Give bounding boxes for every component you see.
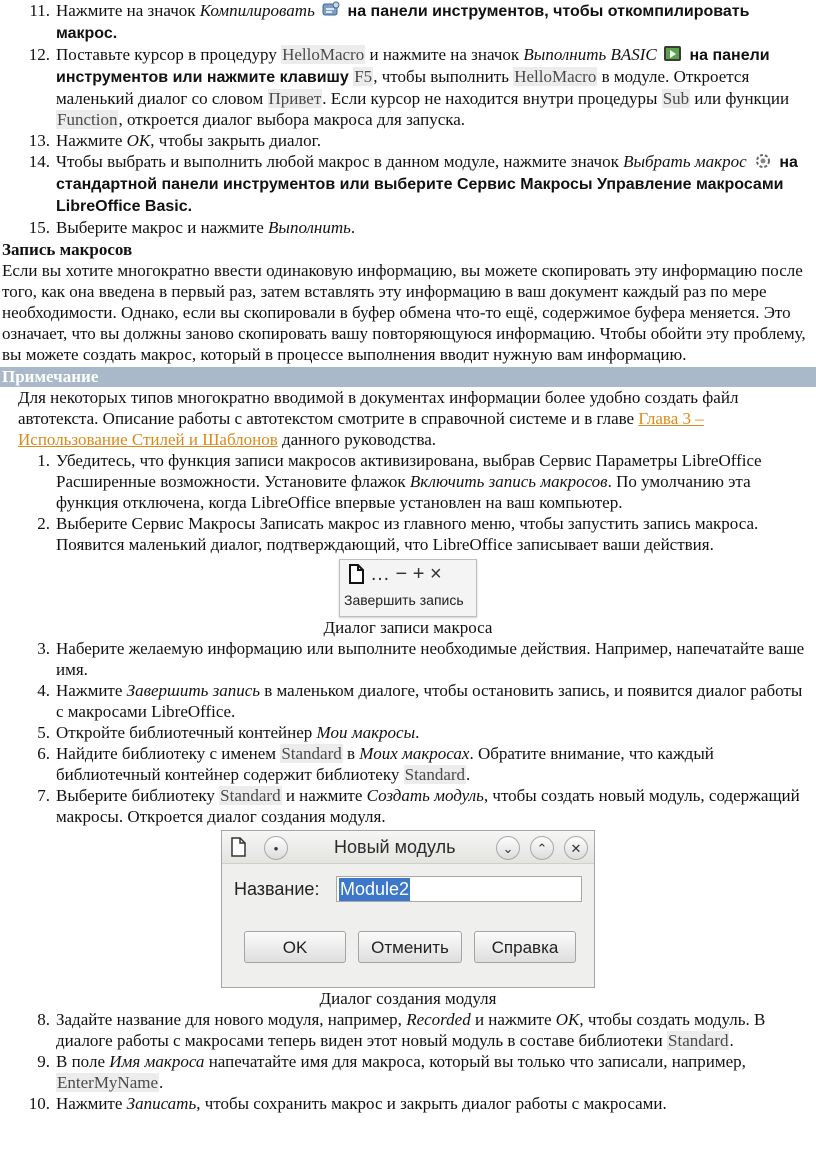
minimize-icon[interactable]: ⌄ <box>496 836 520 860</box>
list-item: 12. Поставьте курсор в процедуру HelloMacro и нажмите на значок Выполнить BASIC на панели инструментов или нажмите клавишу F5, чтобы выполнить HelloMacro в модуле. Откроется маленький диалог со словом Привет. Если курсор не находится внутри процедуры Sub или функции Function, откроется диалог выбора макроса для запуска. <box>0 44 816 130</box>
list-number: 11. <box>29 1 50 20</box>
module-name-value: Module2 <box>340 878 410 899</box>
figure-caption: Диалог создания модуля <box>319 989 497 1008</box>
list-number: 3. <box>37 639 50 658</box>
list-item: 4. Нажмите Завершить запись в маленьком диалоге, чтобы остановить запись, и появится диалог работы с макросами LibreOffice. <box>0 680 816 722</box>
window-controls[interactable]: … − + × <box>370 562 442 585</box>
maximize-icon[interactable]: ⌃ <box>530 836 554 860</box>
list-item: 3. Наберите желаемую информацию или выполните необходимые действия. Например, напечатайте ваше имя. <box>0 638 816 680</box>
list-item: 13. Нажмите OK, чтобы закрыть диалог. <box>0 130 816 151</box>
list-number: 7. <box>37 786 50 805</box>
list-item: 11. Нажмите на значок Компилировать на панели инструментов, чтобы откомпилировать макрос. <box>0 0 816 44</box>
list-number: 12. <box>28 45 50 64</box>
name-label: Название: <box>234 878 320 899</box>
list-number: 8. <box>37 1010 50 1029</box>
list-item: 5. Откройте библиотечный контейнер Мои макросы. <box>0 722 816 743</box>
select-macro-icon <box>753 152 773 170</box>
list-number: 9. <box>37 1052 50 1071</box>
compile-icon <box>321 1 341 19</box>
list-number: 2. <box>37 514 50 533</box>
record-macro-dialog <box>339 559 477 617</box>
module-name-input[interactable] <box>336 876 582 902</box>
list-number: 14. <box>28 152 50 171</box>
list-item: 14. Чтобы выбрать и выполнить любой макрос в данном модуле, нажмите значок Выбрать макрос на стандартной панели инструментов или выберите Сервис Макросы Управление макросами LibreOffice Basic. <box>0 151 816 217</box>
new-module-figure <box>0 827 816 988</box>
steps-list-final <box>0 1009 816 1114</box>
dialog-titlebar <box>222 831 594 864</box>
list-item: 6. Найдите библиотеку с именем Standard в Моих макросах. Обратите внимание, что каждый библиотечный контейнер содержит библиотеку Standard. <box>0 743 816 785</box>
list-number: 5. <box>37 723 50 742</box>
list-number: 15. <box>28 218 50 237</box>
ok-button[interactable]: OK <box>244 931 346 963</box>
run-basic-icon <box>663 45 683 63</box>
chapter-link[interactable]: Глава 3 – Использование Стилей и Шаблонов <box>18 409 704 449</box>
section-paragraph: Если вы хотите многократно ввести одинаковую информацию, вы можете скопировать эту информацию после того, как она введена в первый раз, затем вставлять эту информацию в ваш документ каждый раз по мере необходимости. Однако, если вы скопировали в буфер обмена что-то ещё, содержимое буфера меняется. Это означает, что вы должны заново скопировать вашу повторяющуюся информацию. Чтобы обойти эту проблему, вы можете создать макрос, который в процессе выполнения вводит нужную вам информацию. <box>2 261 806 364</box>
list-number: 4. <box>37 681 50 700</box>
cancel-button[interactable]: Отменить <box>358 931 462 963</box>
note-label: Примечание <box>0 367 816 387</box>
section-heading: Запись макросов <box>2 240 133 259</box>
list-item: 8. Задайте название для нового модуля, например, Recorded и нажмите OK, чтобы создать модуль. В диалоге работы с макросами теперь виден этот новый модуль в составе библиотеки Standard. <box>0 1009 816 1051</box>
list-item: 7. Выберите библиотеку Standard и нажмите Создать модуль, чтобы создать новый модуль, содержащий макросы. Откроется диалог создания модуля. <box>0 785 816 827</box>
document-icon <box>230 837 246 857</box>
note-body: Для некоторых типов многократно вводимой в документах информации более удобно создать файл автотекста. Описание работы с автотекстом смотрите в справочной системе и в главе Глава 3 – Использование Стилей и Шаблонов данного руководства. <box>18 388 739 449</box>
steps-list-after-record <box>0 638 816 827</box>
document-icon <box>348 564 364 584</box>
list-number: 6. <box>37 744 50 763</box>
list-number: 13. <box>28 131 50 150</box>
list-number: 10. <box>28 1094 50 1113</box>
figure-caption: Диалог записи макроса <box>323 618 493 637</box>
help-button[interactable]: Справка <box>474 931 576 963</box>
list-item: 10. Нажмите Записать, чтобы сохранить макрос и закрыть диалог работы с макросами. <box>0 1093 816 1114</box>
list-number: 1. <box>37 451 50 470</box>
dialog-title: Новый модуль <box>334 837 456 857</box>
new-module-dialog <box>221 830 595 988</box>
list-item: 1. Убедитесь, что функция записи макросов активизирована, выбрав Сервис Параметры LibreOffice Расширенные возможности. Установите флажок Включить запись макросов. По умолчанию эта функция отключена, когда LibreOffice впервые установлен на ваш компьютер. <box>0 450 816 513</box>
list-item: 2. Выберите Сервис Макросы Записать макрос из главного меню, чтобы запустить запись макроса. Появится маленький диалог, подтверждающий, что LibreOffice записывает ваши действия. <box>0 513 816 555</box>
record-dialog-figure <box>0 555 816 617</box>
list-item: 15. Выберите макрос и нажмите Выполнить. <box>0 217 816 238</box>
steps-list-compile <box>0 0 816 238</box>
stop-recording-button[interactable]: Завершить запись <box>344 591 464 608</box>
steps-list-record <box>0 450 816 555</box>
close-icon[interactable]: ✕ <box>564 836 588 860</box>
window-menu-icon[interactable]: • <box>264 836 288 860</box>
list-item: 9. В поле Имя макроса напечатайте имя для макроса, который вы только что записали, например, EnterMyName. <box>0 1051 816 1093</box>
